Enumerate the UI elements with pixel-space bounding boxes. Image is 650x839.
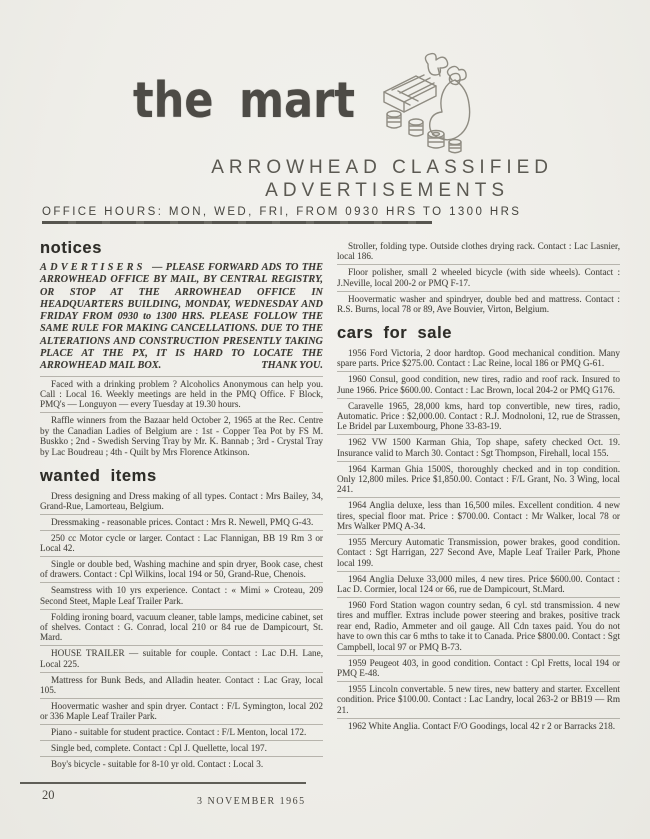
page-date: 3 NOVEMBER 1965 [197, 796, 306, 807]
classified-ad: 1964 Karman Ghia 1500S, thoroughly checked and in top condition. Only 12,800 miles. Price $1,850.00. Contact : F/L Grant, No. 3 Wing, local 241. [337, 462, 620, 499]
classified-ad: 1960 Consul, good condition, new tires, radio and roof rack. Insured to June 1966. Price $600.00. Contact : Lac Brown, local 204-2 or PMQ G176. [337, 372, 620, 398]
classified-ad: 1955 Mercury Automatic Transmission, power brakes, good condition. Contact : Sgt Harrigan, 227 Second Ave, Maple Leaf Trailer Park, Phone local 199. [337, 535, 620, 572]
section-heading: notices [40, 239, 102, 257]
masthead-title-line1: ARROWHEAD CLASSIFIED [211, 157, 553, 178]
classified-ad: Dress designing and Dress making of all types. Contact : Mrs Bailey, 34, Grand-Rue, Lamorteau, Belgium. [40, 489, 323, 515]
classified-ad: Piano - suitable for student practice. Contact : F/L Menton, local 172. [40, 725, 323, 741]
classified-ad: 1955 Lincoln convertable. 5 new tires, new battery and starter. Excellent condition. Price $100.00. Contact : Lac Landry, local 263-2 or BB19 — Rm 21. [337, 682, 620, 719]
classified-ad: HOUSE TRAILER — suitable for couple. Contact : Lac D.H. Lane, Local 225. [40, 646, 323, 672]
classified-ad: Mattress for Bunk Beds, and Alladin heater. Contact : Lac Gray, local 105. [40, 673, 323, 699]
masthead-title [40, 157, 553, 202]
notice-tail: THANK YOU. [261, 360, 323, 372]
section-heading: cars for sale [337, 323, 453, 342]
office-hours-text: OFFICE HOURS: MON, WED, FRI, FROM 0930 HRS TO 1300 HRS [42, 206, 522, 218]
notice-paragraph: ADVERTISERS — PLEASE FORWARD ADS TO THE ARROWHEAD OFFICE BY MAIL, BY CENTRAL REGISTRY, OR STOP AT THE ARROWHEAD OFFICE IN HEADQUARTERS BUILDING, MONDAY, WEDNESDAY AND FRIDAY FROM 0930 to 1300 HRS. PLEASE FOLLOW THE SAME RULE FOR MAKING CANCELLATIONS. DUE TO THE ALTERATIONS AND CONSTRUCTION PRESENTLY TAKING PLACE AT THE PX, IT IS HARD TO LOCATE THE ARROWHEAD MAIL BOX. THANK YOU. [40, 261, 323, 377]
classified-ad: Dressmaking - reasonable prices. Contact : Mrs R. Newell, PMQ G-43. [40, 515, 323, 531]
left-column [40, 239, 323, 772]
footer-rule [20, 782, 306, 784]
masthead-logo: the mart [133, 72, 356, 129]
classified-ad: Folding ironing board, vacuum cleaner, table lamps, medicine cabinet, set of shelves. Contact : G. Conrad, local 210 or 84 rue de Dampicourt, St. Mard. [40, 610, 323, 647]
classified-ad: Hoovermatic washer and spin dryer. Contact : F/L Symington, local 202 or 336 Maple Leaf Trailer Park. [40, 699, 323, 725]
classified-ad: 1962 White Anglia. Contact F/O Goodings, local 42 r 2 or Barracks 218. [348, 720, 615, 731]
classified-ad: Single bed, complete. Contact : Cpl J. Quellette, local 197. [40, 741, 323, 757]
classified-ad: Single or double bed, Washing machine and spin dryer, Book case, chest of drawers. Contact : Cpl Wilkins, local 194 or 50, Grand-Rue, Chenois. [40, 557, 323, 583]
classified-ad: 1956 Ford Victoria, 2 door hardtop. Good mechanical condition. Many spare parts. Price $275.00. Contact : Lac Reine, local 186 or PMQ G-61. [337, 346, 620, 372]
page-number: 20 [42, 788, 55, 802]
notice-lead: ADVERTISERS [40, 262, 153, 273]
classified-ad: Floor polisher, small 2 wheeled bicycle (with side wheels). Contact : J.Neville, local 200-2 or PMQ F-17. [337, 265, 620, 291]
classified-ad: 1959 Peugeot 403, in good condition. Contact : Cpl Fretts, local 194 or PMQ E-48. [337, 656, 620, 682]
classified-ad: Stroller, folding type. Outside clothes drying rack. Contact : Lac Lasnier, local 186. [337, 239, 620, 265]
classified-ad: 1960 Ford Station wagon country sedan, 6 cyl. std transmission. 4 new tires and muffler. Extras include power steering and brakes, positive track rear end, Radio, Ammeter and oil gauge. All Cdn taxes paid. You do not have to own this car 6 mths to take it to Canada. Price $800.00. Contact : Sgt Campbell, local 97 or PMQ B-73. [337, 598, 620, 656]
classified-ad: 1964 Anglia Deluxe 33,000 miles, 4 new tires. Price $600.00. Contact : Lac D. Cormier, local 124 or 66, rue de Dampicourt, St.Mard. [337, 572, 620, 598]
office-hours-rule [42, 221, 432, 224]
classified-ad: 250 cc Motor cycle or larger. Contact : Lac Flannigan, BB 19 Rm 3 or Local 42. [40, 531, 323, 557]
right-column [337, 239, 620, 734]
classified-ad: 1964 Anglia deluxe, less than 16,500 miles. Excellent condition. 4 new tires, special floor mat. Price : $700.00. Contact : Mr Walker, local 78 or Mrs Walker PMQ A-34. [337, 498, 620, 535]
classified-ad: Seamstress with 10 yrs experience. Contact : « Mimi » Croteau, 209 Second Steet, Maple Leaf Trailer Park. [40, 583, 323, 609]
nuts-and-bolts-icon [376, 50, 478, 156]
classified-ad: Caravelle 1965, 28,000 kms, hard top convertible, new tires, radio, Automatic. Price : $2,000.00. Contact : R.J. Modnoloni, 12, rue de Strassen, Le Bridel par Luxembourg, Phone 33-83-19. [337, 399, 620, 436]
classified-ad: Raffle winners from the Bazaar held October 2, 1965 at the Rec. Centre by the Canadian Ladies of Belgium are : 1st - Copper Tea Pot by FS M. Buskko ; 2nd - Swedish Serving Tray by Mr. K. Bannab ; 3rd - Crystal Tray by Lac Boudreau ; 4th - Quilt by Mrs Florence Atkinson. [40, 415, 323, 457]
classified-ad: Hoovermatic washer and spindryer, double bed and mattress. Contact : R.S. Burns, local 78 or 89, Ave Bouvier, Virton, Belgium. [337, 293, 620, 315]
classified-ad: Boy's bicycle - suitable for 8-10 yr old. Contact : Local 3. [51, 759, 264, 770]
classified-ad: Faced with a drinking problem ? Alcoholics Anonymous can help you. Call : Local 16. Weekly meetings are held in the PMQ Office. F Block, PMQ's — Longuyon — every Tuesday at 19.30 hours. [40, 377, 323, 414]
classified-ad: 1962 VW 1500 Karman Ghia, Top shape, safety checked Oct. 19. Insurance valid to March 30. Contact : Sgt Thompson, Firehall, local 155. [337, 435, 620, 461]
section-heading: wanted items [40, 466, 157, 485]
masthead-title-line2: ADVERTISEMENTS [265, 180, 509, 201]
classifieds-columns [40, 239, 620, 772]
